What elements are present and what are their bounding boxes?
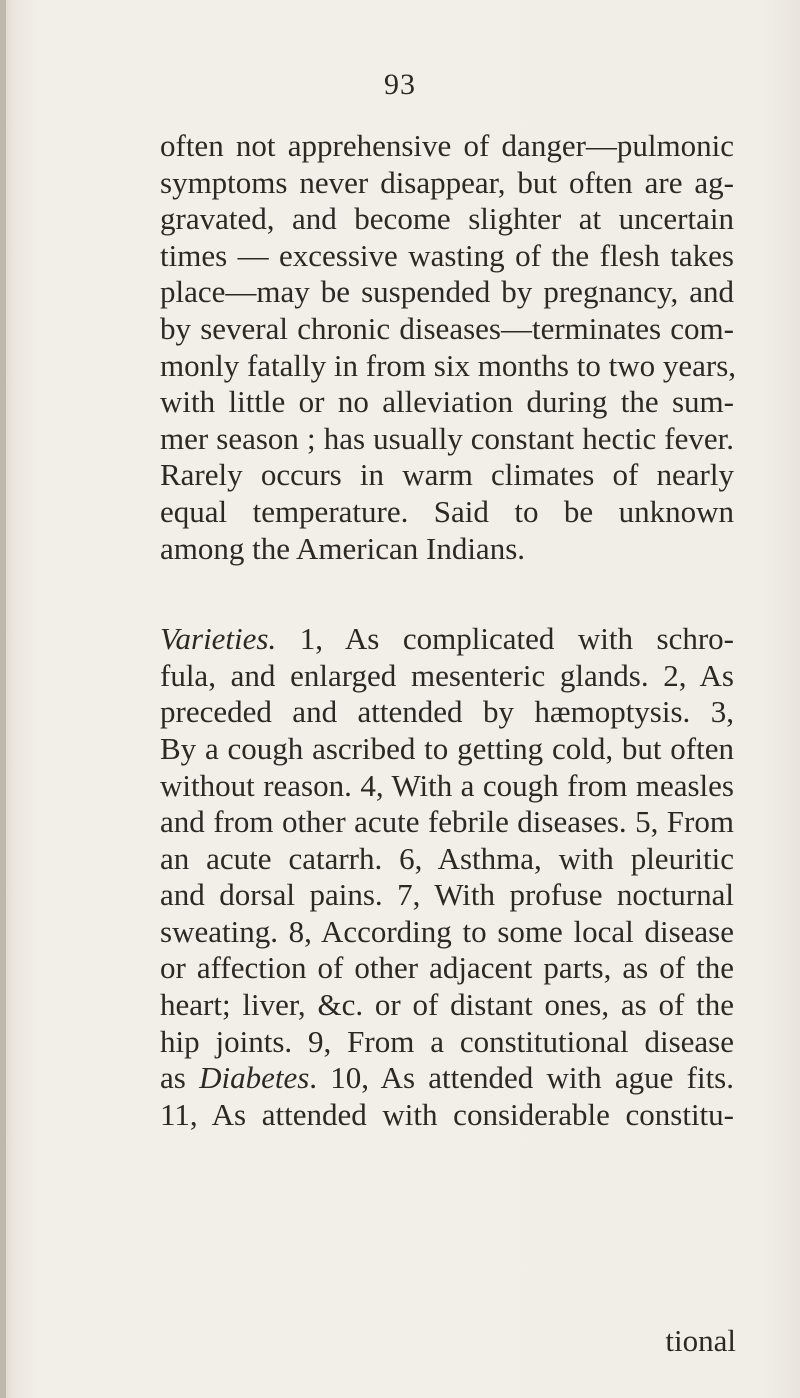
- text-segment: . 10, As attended with ague fits.: [309, 1060, 734, 1096]
- paragraph-consumption-description: [160, 128, 737, 567]
- text-line-diabetes: [160, 1060, 734, 1097]
- text-line: hip joints. 9, From a constitutional disease: [160, 1023, 734, 1059]
- text-line: with little or no alleviation during the sum-: [160, 384, 734, 420]
- text-line: by several chronic diseases—terminates com-: [160, 310, 734, 346]
- text-segment: 1, As complicated with schro-: [276, 621, 734, 657]
- page-body-text: [160, 128, 737, 1133]
- text-line: and dorsal pains. 7, With profuse nocturnal: [160, 877, 734, 913]
- text-line: gravated, and become slighter at uncertain: [160, 201, 734, 237]
- text-line: or affection of other adjacent parts, as of the: [160, 950, 734, 986]
- text-line: Rarely occurs in warm climates of nearly: [160, 457, 734, 493]
- page-spine-edge: [0, 0, 6, 1398]
- paragraph-gap: [160, 567, 734, 621]
- varieties-heading: Varieties.: [160, 621, 277, 657]
- text-line: 11, As attended with considerable constitu-: [160, 1096, 734, 1132]
- text-line: without reason. 4, With a cough from measles: [160, 767, 734, 803]
- catchword: tional: [665, 1323, 736, 1358]
- text-line: place—may be suspended by pregnancy, and: [160, 274, 734, 310]
- text-segment: as: [160, 1060, 200, 1096]
- text-line: fula, and enlarged mesenteric glands. 2, As: [160, 657, 734, 693]
- text-line: among the American Indians.: [160, 530, 526, 566]
- page-number: 93: [384, 68, 416, 101]
- text-line: monly fatally in from six months to two years,: [160, 347, 737, 383]
- text-line: heart; liver, &c. or of distant ones, as of the: [160, 987, 734, 1023]
- text-line: and from other acute febrile diseases. 5, From: [160, 804, 734, 840]
- paragraph-varieties: [160, 621, 734, 1133]
- text-line: times — excessive wasting of the flesh takes: [160, 237, 734, 273]
- text-line: mer season ; has usually constant hectic fever.: [160, 420, 734, 456]
- diabetes-term: Diabetes: [199, 1060, 310, 1096]
- text-line: preceded and attended by hæmoptysis. 3,: [160, 694, 734, 730]
- text-line: equal temperature. Said to be unknown: [160, 493, 734, 529]
- text-line: an acute catarrh. 6, Asthma, with pleuritic: [160, 840, 734, 876]
- text-line: often not apprehensive of danger—pulmonic: [160, 128, 734, 163]
- text-line: symptoms never disappear, but often are ag-: [160, 164, 734, 200]
- text-line: By a cough ascribed to getting cold, but often: [160, 730, 734, 766]
- text-line-varieties: [160, 621, 734, 658]
- text-line: sweating. 8, According to some local disease: [160, 913, 734, 949]
